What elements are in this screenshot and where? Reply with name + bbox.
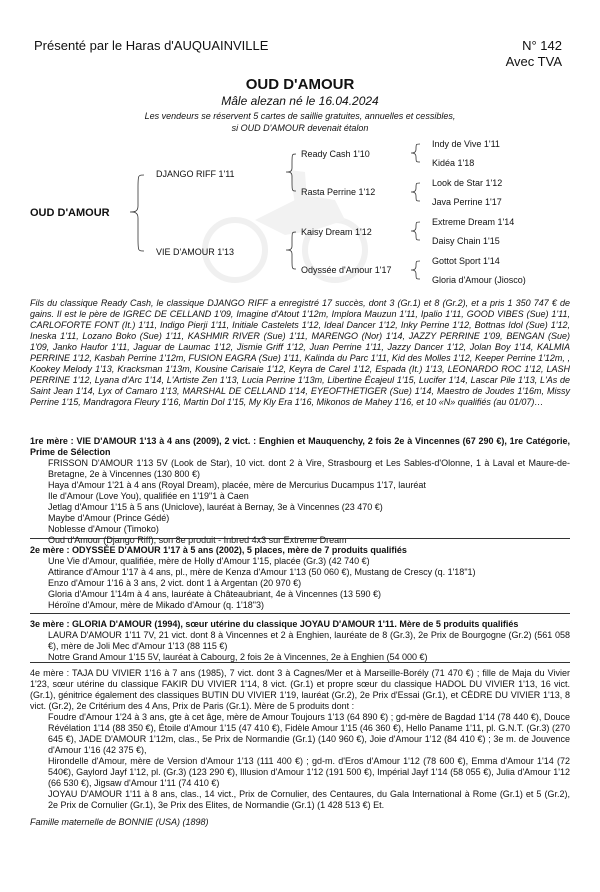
dam4-item: Hirondelle d'Amour, mère de Version d'Amour 1'13 (111 400 €) ; gd-m. d'Eros d'Amour 1'12 (78 600 €), Emma d'Amour 1'14 (72 540€), Gaylord Jayf 1'12, pl. (Gr.3) (123 290 €), Illusion d'Amour 1'12 (191 500 €), Impérial Jayf 1'14 (58 055 €), Julia d'Amour 1'12 (66 530 €), Jigsaw d'Amour 1'11 (74 410 €) [48, 756, 570, 788]
pedigree-g3-3: Look de Star 1'12 [432, 178, 503, 188]
dam1-item: FRISSON D'AMOUR 1'13 5V (Look de Star), 10 vict. dont 2 à Vire, Strasbourg et Les Sables-d'Olonne, 1 à Laval et Maure-de-Bretagne, 2e à Vincennes (130 800 €) [48, 458, 570, 479]
lot-info [506, 38, 562, 70]
dam3-lead: 3e mère : GLORIA D'AMOUR (1994), sœur utérine du classique JOYAU D'AMOUR 1'11. Mère de 5 produits qualifiés [30, 619, 519, 629]
dam1-section [30, 436, 570, 546]
dam3-item: LAURA D'AMOUR 1'11 7V, 21 vict. dont 8 à Vincennes et 2 à Enghien, lauréate de 8 (Gr.3), 2e Prix de Bourgogne (Gr.2) (561 058 €), mère de Joli Mec d'Amour 1'13 (88 115 €) [48, 630, 570, 651]
dam3-section [30, 619, 570, 663]
sire-paragraph: Fils du classique Ready Cash, le classique DJANGO RIFF a enregistré 17 succès, dont 3 (Gr.1) et 8 (Gr.2), et a pris 1 350 747 € de gains. Il est le père de IGREC DE CELLAND 1'09, Imagine d'Atout 1'12m, Implora Mauzun 1'11, Ipalio 1'11, GOOD VIBES (Sue) 1'11, CARLOFORTE FONT (It.) 1'11, Indigo Pierji 1'11, Initiale Castelets 1'12, Ideal Dancer 1'12, Inky Perrine 1'12, Bottnas Idol (Sue) 1'12, Ineska 1'11, Lozano Boko (Sue) 1'11, KASHMIR RIVER (Sue) 1'11, MARENGO (Nor) 1'14, JAZZY PERRINE 1'09, BENGAN (Sue) 1'09, Janko Haufor 1'11, Jaguar de Laumac 1'12, Jismie Griff 1'12, Juan Perrine 1'11, Jazzy Dancer 1'12, Jolan Boy 1'14, KALMIA PERRINE 1'12, Kasbah Perrine 1'12m, FUSION EAGRA (Sue) 1'11, Kalinda du Parc 1'11, Kid des Molles 1'12, Keeper Perrine 1'12m, , Kookey Melody 1'13, Kracksman 1'13m, Kousine Carisaie 1'12, Keyra de Carel 1'12, Espada (It.) 1'13, LEONARDO ROC 1'12, LASH PERRINE 1'12, Lyana d'Arc 1'14, L'Artiste Zen 1'13, Lucia Perrine 1'13m, Libertine Écajeul 1'15, Lucifer 1'14, Lascar Pile 1'13, L'As de Saint Jean 1'14, Lyx of Camaro 1'13, MARSHAL DE CELLAND 1'14, EYEOFTHETIGER (Sue) 1'14, Maestro de Joudes 1'16m, Missy Perrine 1'15, Mandragora Fleury 1'16, Martin Dol 1'15, My Kly Era 1'16, Mikonos de Mahey 1'16, et 10 «N» qualifiés (au 01/07)… [30, 298, 570, 407]
presenter: Présenté par le Haras d'AUQUAINVILLE [34, 38, 269, 53]
dam4-item: JOYAU D'AMOUR 1'11 à 8 ans, clas., 14 vict., Prix de Cornulier, des Centaures, du Gala International à Rome (Gr.1) et 5 (Gr.2), 2e Prix de Cornulier (Gr.1), 3e Prix des Elites, de Normandie (Gr.1) (1 428 513 €) Et. [48, 789, 570, 810]
pedigree-root: OUD D'AMOUR [30, 207, 110, 219]
dam1-item: Maybe d'Amour (Prince Gédé) [48, 513, 170, 523]
lot-number: N° 142 [522, 38, 562, 53]
seller-note-line2: si OUD D'AMOUR devenait étalon [231, 123, 369, 133]
separator [30, 613, 570, 614]
pedigree [0, 138, 600, 293]
pedigree-g3-4: Java Perrine 1'17 [432, 197, 502, 207]
dam4-lead: 4e mère : TAJA DU VIVIER 1'16 à 7 ans (1985), 7 vict. dont 3 à Cagnes/Mer et à Marseille-Borély (71 470 €) ; fille de Maja du Vivier 1'23, sœur utérine du classique FAKIR DU VIVIER 1'14, 8 vict. (Gr.1) et propre sœur du classique HADOL DU VIVIER 1'13, 16 vict. (Gr.1), génitrice également des classiques BUTIN DU VIVIER 1'19, lauréat (Gr.2), 2e Prix d'Essai (Gr.1), et CÈDRE DU VIVIER 1'13, 8 vict. (Gr.2), 2e Critérium des 4 Ans, Prix de Paris (Gr.1). Mère de 5 produits dont : [30, 668, 570, 711]
dam1-item: Noblesse d'Amour (Timoko) [48, 524, 159, 534]
dam4-section [30, 668, 570, 811]
family-note: Famille maternelle de BONNIE (USA) (1898) [30, 817, 209, 827]
pedigree-g3-7: Gottot Sport 1'14 [432, 256, 500, 266]
seller-note-line1: Les vendeurs se réservent 5 cartes de saillie gratuites, annuelles et cessibles, [144, 111, 456, 121]
dam2-section [30, 545, 570, 611]
seller-note [100, 110, 500, 134]
pedigree-dam-sire: Kaisy Dream 1'12 [301, 227, 372, 237]
horse-description: Mâle alezan né le 16.04.2024 [221, 94, 379, 108]
tva: Avec TVA [505, 54, 562, 69]
pedigree-sire-dam: Rasta Perrine 1'12 [301, 187, 376, 197]
dam2-lead: 2e mère : ODYSSÉE D'AMOUR 1'17 à 5 ans (2002), 5 places, mère de 7 produits qualifiés [30, 545, 407, 555]
separator [30, 538, 570, 539]
pedigree-g3-2: Kidéa 1'18 [432, 158, 475, 168]
pedigree-dam-dam: Odyssée d'Amour 1'17 [301, 265, 392, 275]
dam2-item: Enzo d'Amour 1'16 à 3 ans, 2 vict. dont 1 à Argentan (20 970 €) [48, 578, 302, 588]
horse-name: OUD D'AMOUR [245, 76, 355, 93]
dam1-item: Jetlag d'Amour 1'15 à 5 ans (Uniclove), lauréat à Bernay, 3e à Vincennes (23 470 €) [48, 502, 383, 512]
dam2-item: Héroïne d'Amour, mère de Mikado d'Amour (q. 1'18"3) [48, 600, 264, 610]
dam1-item: Ile d'Amour (Love You), qualifiée en 1'19"1 à Caen [48, 491, 249, 501]
dam1-item: Haya d'Amour 1'21 à 4 ans (Royal Dream), placée, mère de Mercurius Ducampus 1'17, lauréat [48, 480, 426, 490]
dam1-lead: 1re mère : VIE D'AMOUR 1'13 à 4 ans (2009), 2 vict. : Enghien et Mauquenchy, 2 fois 2e à Vincennes (67 290 €), 1re Catégorie, Prime de Sélection [30, 436, 570, 457]
dam1-item: Oud d'Amour (Django Riff), son 8e produit - Inbred 4x3 sur Extreme Dream [48, 535, 347, 545]
pedigree-g3-6: Daisy Chain 1'15 [432, 236, 500, 246]
pedigree-dam: VIE D'AMOUR 1'13 [156, 247, 234, 257]
dam2-item: Gloria d'Amour 1'14m à 4 ans, lauréate à Châteaubriant, 4e à Vincennes (13 590 €) [48, 589, 381, 599]
pedigree-g3-1: Indy de Vive 1'11 [432, 139, 500, 149]
pedigree-sire: DJANGO RIFF 1'11 [156, 169, 235, 179]
separator [30, 662, 570, 663]
pedigree-sire-sire: Ready Cash 1'10 [301, 149, 370, 159]
pedigree-g3-8: Gloria d'Amour (Jiosco) [432, 275, 526, 285]
pedigree-g3-5: Extreme Dream 1'14 [432, 217, 515, 227]
dam2-item: Attirance d'Amour 1'17 à 4 ans, pl., mère de Kenza d'Amour 1'13 (50 060 €), Mustang de Crescy (q. 1'18"1) [48, 567, 476, 577]
dam3-item: Notre Grand Amour 1'15 5V, lauréat à Cabourg, 2 fois 2e à Vincennes, 2e à Enghien (54 000 €) [48, 652, 428, 662]
dam4-item: Foudre d'Amour 1'24 à 3 ans, gte à cet âge, mère de Amour Toujours 1'13 (64 890 €) ; gd-mère de Bagdad 1'14 (78 440 €), Douce Révélation 1'14 (88 350 €), Étoile d'Amour 1'15 (47 410 €), Fidèle Amour 1'15 (46 360 €), Hello Paname 1'11, pl. G.N.T. (Gr.3) (270 645 €), JADE D'AMOUR 1'12m, clas., 5e Prix de Normandie (Gr.1) (140 960 €), Joie d'Amour 1'12 (84 410 €) ; 3e m. de Jouvence d'Amour 1'16 (42 375 €), [48, 712, 570, 755]
dam2-item: Une Vie d'Amour, qualifiée, mère de Holly d'Amour 1'15, placée (Gr.3) (42 740 €) [48, 556, 370, 566]
